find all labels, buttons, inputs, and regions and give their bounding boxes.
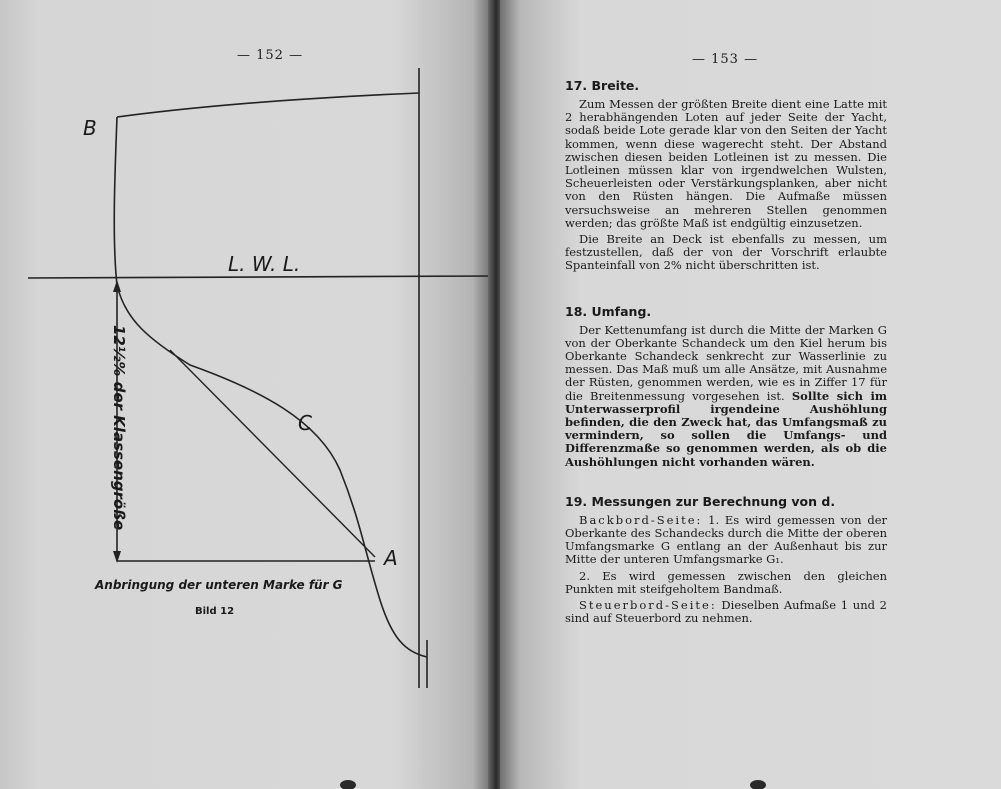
section-title-breite: 17. Breite.: [565, 78, 640, 93]
label-b: B: [83, 116, 97, 140]
side-label-backbord: Backbord-Seite:: [579, 512, 703, 527]
section-title-umfang: 18. Umfang.: [565, 303, 652, 319]
page-number-right: — 153 —: [692, 52, 759, 67]
paragraph-text-bold: Sollte sich im Unterwasserprofil irgendeine Aushöhlung befinden, die den Zweck hat, das Umfangsmaß zu vermindern, so sollen die Umfangs- und Differenzmaße so genommen werden, als ob die Aushöhlungen nicht vorhanden wären.: [565, 388, 888, 469]
paragraph: Zum Messen der größten Breite dient eine Latte mit 2 herabhängenden Loten auf jeder Seite der Yacht, sodaß beide Lote gerade klar von den Seiten der Yacht kommen, wenn diese wagerecht steht. Der Abstand zwischen diesen beiden Lotleinen ist zu messen. Die Lotleinen müssen klar von irgendwelchen Wulsten, Scheuerleisten oder Verstärkungsplanken, aber nicht von den Rüsten hängen. Die Aufmaße müssen versuchsweise an mehreren Stellen genommen werden; das größte Maß ist endgültig einzusetzen.: [565, 97, 887, 230]
paragraph: [565, 514, 887, 567]
figure-caption: Anbringung der unteren Marke für G: [95, 578, 343, 592]
print-smudge: [750, 780, 766, 789]
paragraph-text: Dieselben Aufmaße 1 und 2 sind auf Steuerbord zu nehmen.: [565, 598, 887, 626]
deck-line: [117, 93, 419, 117]
waterline: [28, 276, 492, 278]
hull-outline: [114, 117, 427, 657]
label-a: A: [384, 546, 398, 570]
arrow-up: [113, 280, 121, 292]
right-page-text: [565, 78, 887, 629]
paragraph: [565, 324, 887, 469]
figure-number: Bild 12: [195, 606, 235, 617]
label-c: C: [298, 411, 312, 435]
side-label-steuerbord: Steuerbord-Seite:: [579, 598, 717, 613]
paragraph: [565, 599, 887, 625]
paragraph: 2. Es wird gemessen zwischen den gleichen Punkten mit steifgeholtem Bandmaß.: [565, 568, 887, 596]
chord-line: [170, 350, 375, 557]
page-number-left: — 152 —: [237, 48, 304, 63]
paragraph: Die Breite an Deck ist ebenfalls zu messen, um festzustellen, daß der von der Vorschrift erlaubte Spanteinfall von 2% nicht überschritten ist.: [565, 232, 887, 273]
hull-section-figure: [0, 0, 492, 789]
section-title-messungen: 19. Messungen zur Berechnung von d.: [565, 493, 836, 509]
dimension-label: 12½% der Klassengröße: [110, 325, 128, 531]
paragraph-text: 1. Es wird gemessen von der Oberkante des Schandecks durch die Mitte der oberen Umfangsmarke G entlang an der Außenhaut bis zur Mitte der unteren Umfangsmarke G₁.: [565, 512, 887, 567]
print-smudge: [340, 780, 356, 789]
left-page: [0, 0, 492, 789]
label-lwl: L. W. L.: [228, 252, 301, 276]
paragraph-text: Der Kettenumfang ist durch die Mitte der Marken G von der Oberkante Schandeck um den Kiel herum bis Oberkante Schandeck senkrecht zur Wasserlinie zu messen. Das Maß muß um alle Ansätze, mit Ausnahme der Rüsten, genommen werden, wie es in Ziffer 17 für die Breitenmessung vorgesehen ist.: [565, 322, 887, 403]
